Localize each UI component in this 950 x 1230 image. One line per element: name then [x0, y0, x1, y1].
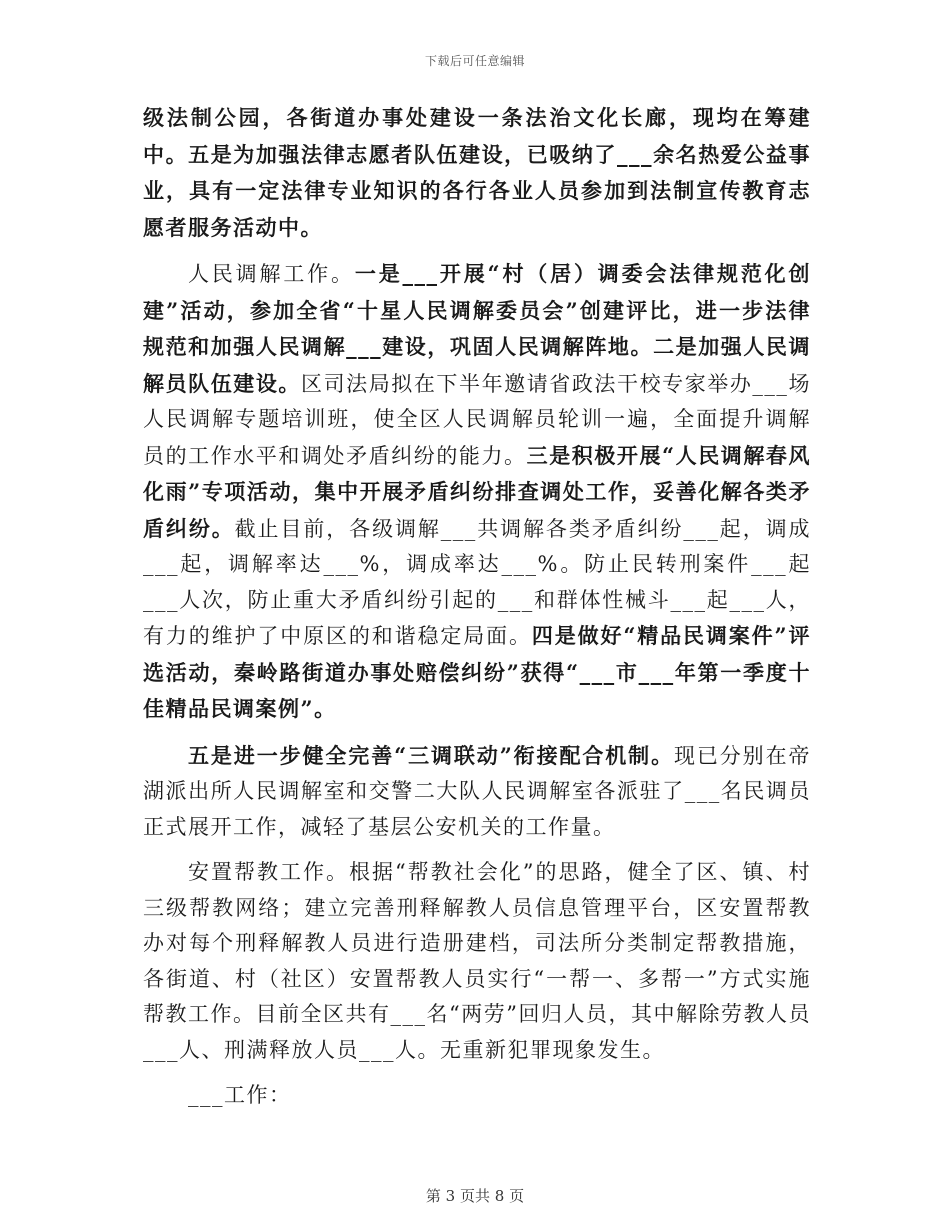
- paragraph-3-detail: 现已分别在帝湖派出所人民调解室和交警二大队人民调解室各派驻了___名民调员正式展开工作，减轻了基层公安机关的工作量。: [143, 743, 811, 839]
- paragraph-2-heading: 人民调解工作。: [188, 262, 355, 286]
- paragraph-4-text: 安置帮教工作。根据“帮教社会化”的思路，健全了区、镇、村三级帮教网络；建立完善刑释解教人员信息管理平台，区安置帮教办对每个刑释解教人员进行造册建档，司法所分类制定帮教措施，各街道、村（社区）安置帮教人员实行“一帮一、多帮一”方式实施帮教工作。目前全区共有___名“两劳”回归人员，其中解除劳教人员___人、刑满释放人员___人。无重新犯罪现象发生。: [143, 860, 811, 1062]
- paragraph-1-text: 级法制公园，各街道办事处建设一条法治文化长廊，现均在筹建中。五是为加强法律志愿者队伍建设，已吸纳了___余名热爱公益事业，具有一定法律专业知识的各行各业人员参加到法制宣传教育志愿者服务活动中。: [143, 105, 811, 240]
- paragraph-2-point-1-2: 一是___开展“村（居）调委会法律规范化创建”活动，参加全省“十星人民调解委员会”创建评比，进一步法律规范和加强人民调解___建设，巩固人民调解阵地。二是加强人民调解员队伍建设。: [143, 261, 812, 396]
- paragraph-2-detail-1: 区司法局拟在下半年邀请省政法干校专家举办___场人民调解专题培训班，使全区人民调解员轮训一遍，全面提升调解员的工作水平和调处矛盾纠纷的能力。: [143, 371, 811, 468]
- paragraph-2: [143, 256, 811, 728]
- page-number: 第 3 页共 8 页: [425, 1187, 525, 1205]
- paragraph-3-point-5: 五是进一步健全完善“三调联动”衔接配合机制。: [188, 742, 674, 768]
- document-body: [143, 100, 811, 1124]
- paragraph-2-detail-2: 截止目前，各级调解___共调解各类矛盾纠纷___起，调成___起，调解率达___%，调成率达___%。防止民转刑案件___起___人次，防止重大矛盾纠纷引起的___和群体性械斗___起___人，有力的维护了中原区的和谐稳定局面。: [143, 516, 812, 648]
- header-note: 下载后可任意编辑: [424, 54, 525, 68]
- paragraph-2-point-3: 三是积极开展“人民调解春风化雨”专项活动，集中开展矛盾纠纷排查调处工作，妥善化解各类矛盾纠纷。: [143, 442, 811, 541]
- paragraph-5-text: ___工作：: [188, 1083, 292, 1107]
- paragraph-1: [143, 100, 811, 246]
- paragraph-4: [143, 855, 811, 1068]
- paragraph-2-point-4: 四是做好“精品民调案件”评选活动，秦岭路街道办事处赔偿纠纷”获得“___市___年第一季度十佳精品民调案例”。: [143, 623, 811, 721]
- paragraph-3: [143, 738, 811, 846]
- paragraph-5: [143, 1078, 811, 1114]
